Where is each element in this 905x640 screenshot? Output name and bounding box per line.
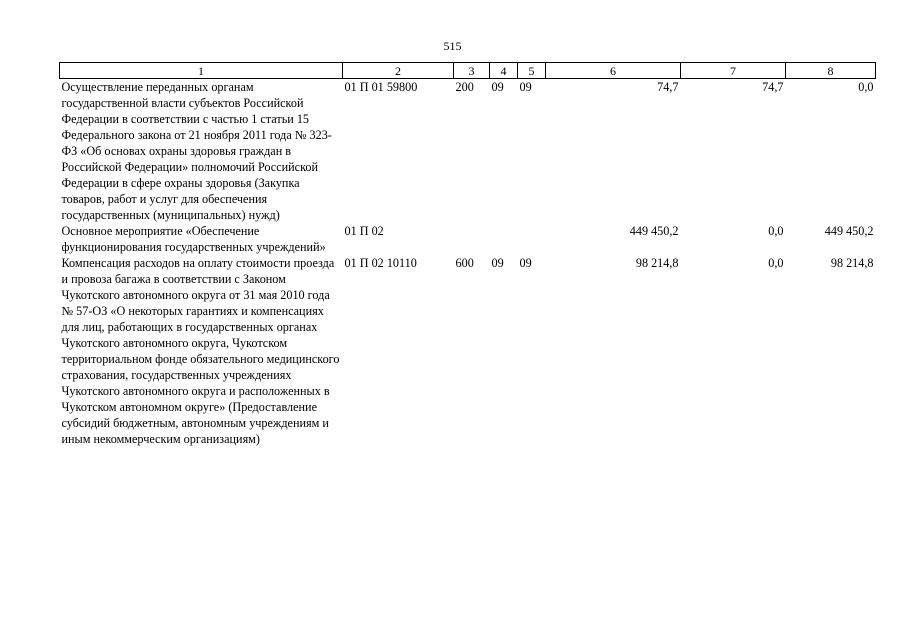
column-header-3: 3	[454, 63, 490, 79]
row-subsection: 09	[519, 80, 532, 94]
row-name: Основное мероприятие «Обеспечение функционирования государственных учреждений»	[61, 224, 326, 254]
column-header-5: 5	[518, 63, 546, 79]
column-header-8: 8	[786, 63, 876, 79]
table-row	[60, 79, 876, 224]
row-subsection	[518, 223, 546, 255]
row-expense-type	[454, 223, 490, 255]
row-value-col8: 449 450,2	[824, 224, 874, 238]
column-header-1: 1	[60, 63, 343, 79]
row-name: Осуществление переданных органам государственной власти субъектов Российской Федерации в соответствии с частью 1 статьи 15 Федерального закона от 21 ноября 2011 года № 323-ФЗ «Об основах охраны здоровья граждан в Российской Федерации» полномочий Российской Федерации в сфере охраны здоровья (Закупка товаров, работ и услуг для обеспечения государственных (муниципальных) нужд)	[61, 80, 332, 222]
column-header-7: 7	[681, 63, 786, 79]
row-section: 09	[491, 256, 504, 270]
column-header-6: 6	[546, 63, 681, 79]
row-section: 09	[491, 80, 504, 94]
row-value-col7: 0,0	[768, 256, 784, 270]
row-target-article: 01 П 01 59800	[344, 80, 418, 94]
row-value-col6: 74,7	[657, 80, 679, 94]
column-header-4: 4	[490, 63, 518, 79]
column-header-2: 2	[343, 63, 454, 79]
row-expense-type: 200	[455, 80, 474, 94]
table-row	[60, 255, 876, 447]
row-name: Компенсация расходов на оплату стоимости проезда и провоза багажа в соответствии с Законом Чукотского автономного округа от 31 мая 2010 года № 57-ОЗ «О некоторых гарантиях и компенсациях для лиц, работающих в государственных органах Чукотского автономного округа, Чукотском территориальном фонде обязательного медицинского страхования, государственных учреждениях Чукотского автономного округа и расположенных в Чукотском автономном округе» (Предоставление субсидий бюджетным, автономным учреждениям и иным некоммерческим организациям)	[61, 256, 340, 446]
row-expense-type: 600	[455, 256, 474, 270]
table-row	[60, 223, 876, 255]
page-number: 515	[443, 39, 462, 53]
row-value-col6: 449 450,2	[629, 224, 679, 238]
row-value-col6: 98 214,8	[635, 256, 679, 270]
row-subsection: 09	[519, 256, 532, 270]
row-target-article: 01 П 02 10110	[344, 256, 417, 270]
row-value-col8: 0,0	[858, 80, 874, 94]
row-section	[490, 223, 518, 255]
header-row	[60, 63, 876, 79]
row-value-col8: 98 214,8	[830, 256, 874, 270]
row-value-col7: 74,7	[762, 80, 784, 94]
budget-table	[59, 62, 876, 447]
row-value-col7: 0,0	[768, 224, 784, 238]
row-target-article: 01 П 02	[344, 224, 384, 238]
